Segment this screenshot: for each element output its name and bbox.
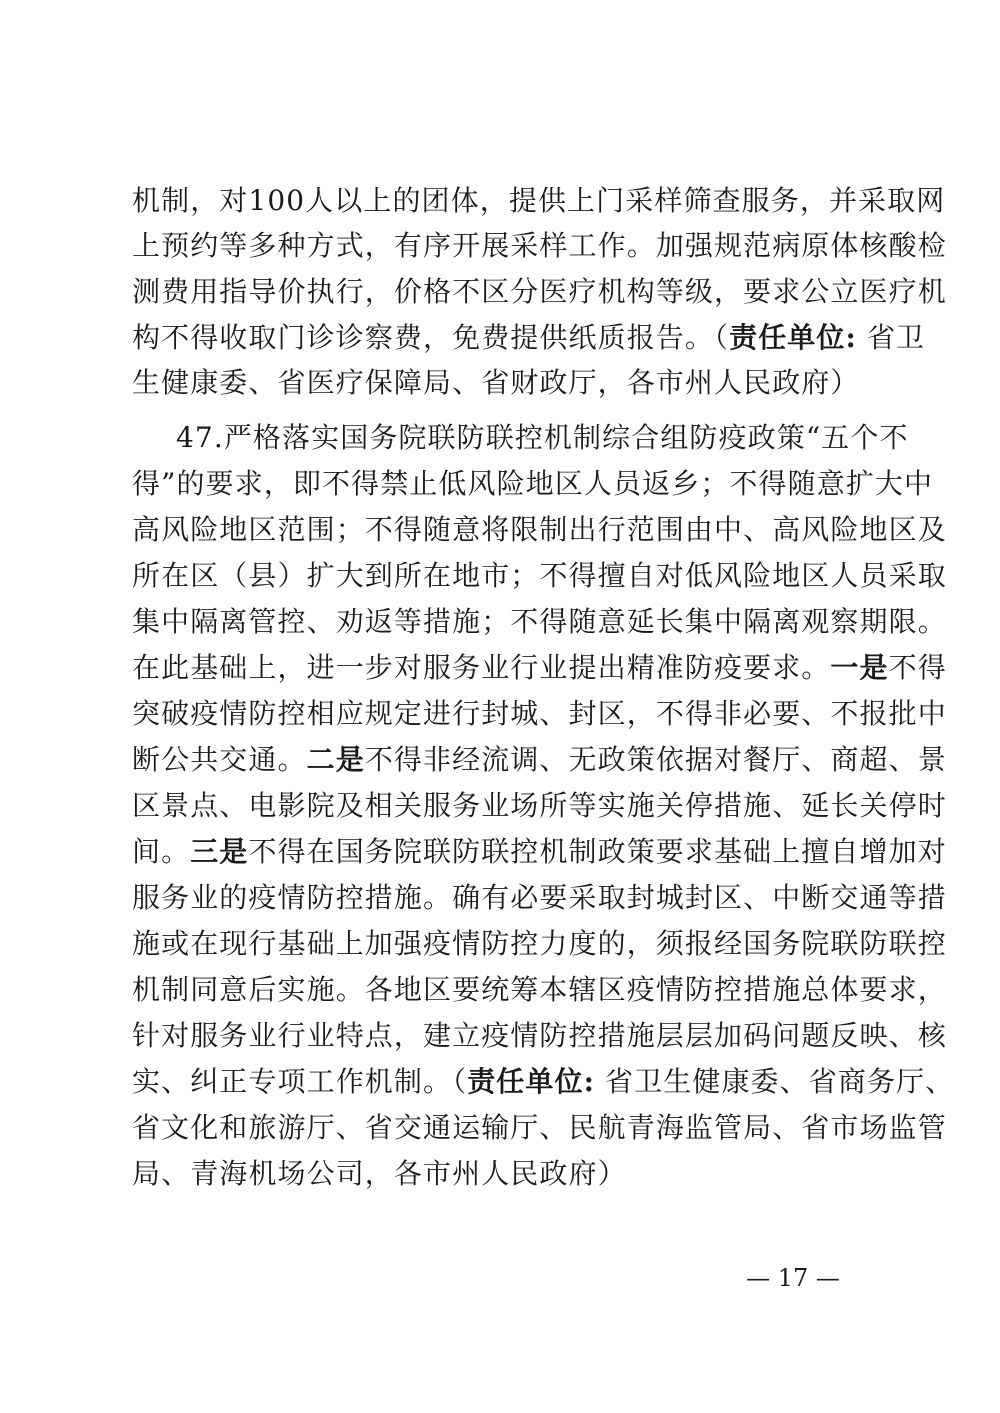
text-line (132, 649, 947, 687)
text-line (132, 1063, 955, 1101)
text-line: 测费用指导价执行，价格不区分医疗机构等级，要求公立医疗机 (132, 275, 947, 308)
text-run: 间。 (132, 835, 191, 868)
page-number: — 17 — (746, 1264, 840, 1292)
text-line (132, 319, 926, 357)
text-line: 区景点、电影院及相关服务业场所等实施关停措施、延长关停时 (132, 789, 947, 822)
text-line (132, 833, 947, 871)
text-run: 在此基础上，进一步对服务业行业提出精准防疫要求。 (132, 651, 831, 684)
text-run: 省卫生健康委、省商务厅、 (595, 1065, 955, 1098)
item-three-label: 三是 (190, 835, 249, 868)
text-line: 上预约等多种方式，有序开展采样工作。加强规范病原体核酸检 (132, 229, 947, 262)
text-line (132, 741, 947, 779)
text-line: 施或在现行基础上加强疫情防控力度的，须报经国务院联防联控 (132, 927, 947, 960)
text-run: 不得在国务院联防联控机制政策要求基础上擅自增加对 (248, 835, 947, 868)
paragraph-47-first-line: 47.严格落实国务院联防联控机制综合组防疫政策“五个不 (176, 421, 909, 454)
text-line: 集中隔离管控、劝返等措施；不得随意延长集中隔离观察期限。 (132, 605, 947, 638)
item-two-label: 二是 (306, 743, 365, 776)
text-line: 服务业的疫情防控措施。确有必要采取封城封区、中断交通等措 (132, 881, 947, 914)
text-line: 省文化和旅游厅、省交通运输厅、民航青海监管局、省市场监管 (132, 1111, 947, 1144)
text-line: 得”的要求，即不得禁止低风险地区人员返乡；不得随意扩大中 (132, 467, 934, 500)
text-line: 机制同意后实施。各地区要统筹本辖区疫情防控措施总体要求， (132, 973, 947, 1006)
text-line: 机制，对100人以上的团体，提供上门采样筛查服务，并采取网 (132, 184, 946, 217)
text-run: 不得非经流调、无政策依据对餐厅、商超、景 (364, 743, 947, 776)
text-run: 构不得收取门诊诊察费，免费提供纸质报告。（ (132, 321, 730, 354)
text-line: 针对服务业行业特点，建立疫情防控措施层层加码问题反映、核 (132, 1019, 947, 1052)
text-line: 所在区（县）扩大到所在地市；不得擅自对低风险地区人员采取 (132, 559, 947, 592)
responsible-unit-label: 责任单位: (729, 321, 857, 354)
text-run: 不得 (888, 651, 947, 684)
text-run: 断公共交通。 (132, 743, 307, 776)
item-one-label: 一是 (830, 651, 889, 684)
text-run: 实、纠正专项工作机制。（ (132, 1065, 468, 1098)
text-line: 突破疫情防控相应规定进行封城、封区，不得非必要、不报批中 (132, 697, 947, 730)
text-line: 高风险地区范围；不得随意将限制出行范围由中、高风险地区及 (132, 513, 947, 546)
text-line: 生健康委、省医疗保障局、省财政厅，各市州人民政府） (132, 366, 860, 399)
responsible-unit-label: 责任单位: (467, 1065, 596, 1098)
text-line: 局、青海机场公司，各市州人民政府） (132, 1157, 627, 1190)
text-run: 省卫 (856, 321, 926, 354)
